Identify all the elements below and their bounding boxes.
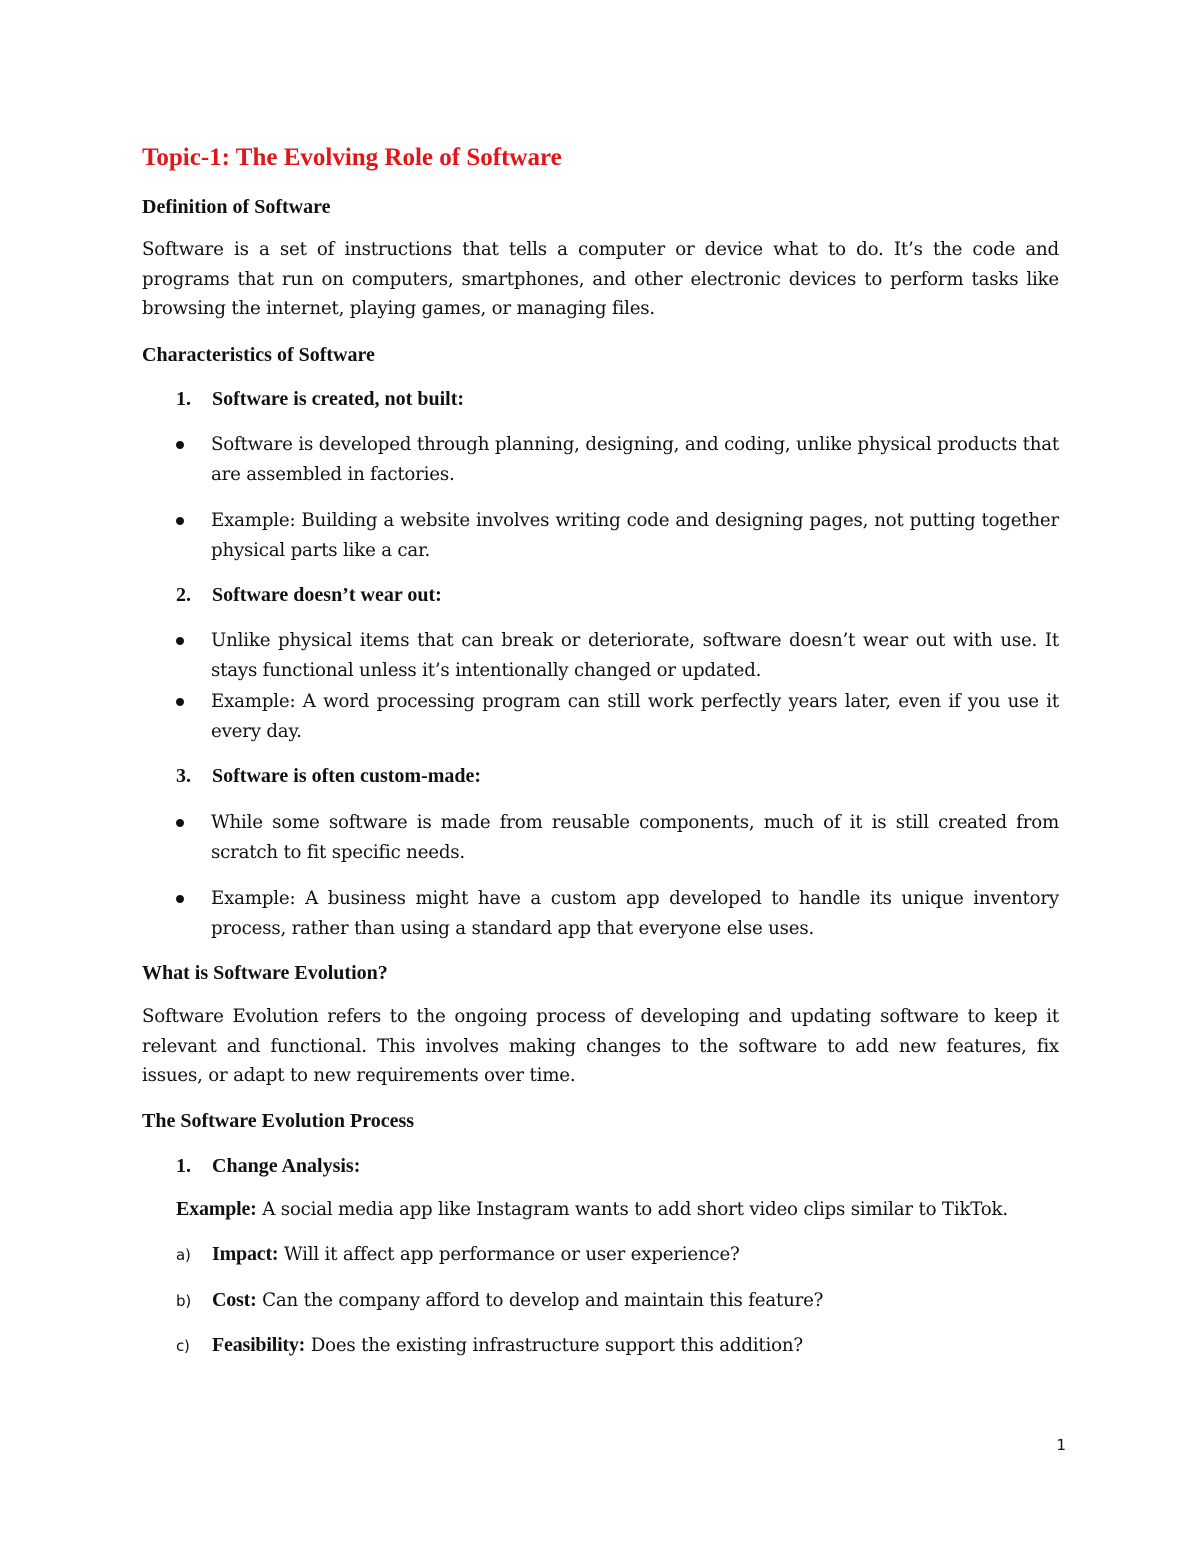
process-step-1 xyxy=(176,1152,1056,1180)
sub-text: Can the company afford to develop and maintain this feature? xyxy=(256,1290,824,1311)
bullet-icon xyxy=(176,819,184,827)
example-text: A social media app like Instagram wants to add short video clips similar to TikTok. xyxy=(256,1199,1008,1220)
bullet-text: Example: Building a website involves writing code and designing pages, not putting together physical parts like a car. xyxy=(211,510,1059,561)
bullet-icon xyxy=(176,517,184,525)
process-heading: The Software Evolution Process xyxy=(142,1110,415,1132)
page-number: 1 xyxy=(1056,1436,1066,1454)
definition-paragraph: Software is a set of instructions that tells a computer or device what to do. It’s the code and programs that run on computers, smartphones, and other electronic devices to perform tasks like browsing the internet, playing games, or managing files. xyxy=(142,239,1059,319)
sub-label: Cost: xyxy=(212,1289,257,1311)
process-example xyxy=(176,1195,1076,1225)
characteristic-item-3 xyxy=(176,762,1056,790)
bullet-text: Example: A word processing program can still work perfectly years later, even if you use it every day. xyxy=(211,691,1059,742)
bullet-icon xyxy=(176,441,184,449)
sub-letter: a) xyxy=(176,1246,191,1264)
bullet-text: Software is developed through planning, designing, and coding, unlike physical products that are assembled in factories. xyxy=(211,434,1059,485)
sub-letter: b) xyxy=(176,1292,191,1310)
sub-item-impact xyxy=(176,1240,1056,1271)
item-title: Software is often custom-made: xyxy=(212,765,482,787)
bullet-icon xyxy=(176,698,184,706)
item-title: Software doesn’t wear out: xyxy=(212,584,442,606)
sub-label: Feasibility: xyxy=(212,1334,306,1356)
characteristic-item-2 xyxy=(176,581,1056,609)
evolution-heading: What is Software Evolution? xyxy=(142,962,388,984)
step-title: Change Analysis: xyxy=(212,1155,361,1177)
item-title: Software is created, not built: xyxy=(212,388,465,410)
characteristics-heading: Characteristics of Software xyxy=(142,344,375,366)
bullet-text: Unlike physical items that can break or deteriorate, software doesn’t wear out with use. It stays functional unless it’s intentionally changed or updated. xyxy=(211,630,1059,681)
definition-heading: Definition of Software xyxy=(142,196,331,218)
sub-text: Will it affect app performance or user experience? xyxy=(278,1244,740,1265)
sub-item-cost xyxy=(176,1286,1056,1317)
bullet-text: While some software is made from reusable components, much of it is still created from scratch to fit specific needs. xyxy=(211,812,1059,863)
example-label: Example: xyxy=(176,1198,257,1220)
sub-text: Does the existing infrastructure support this addition? xyxy=(305,1335,803,1356)
bullet-icon xyxy=(176,895,184,903)
page-title: Topic-1: The Evolving Role of Software xyxy=(142,144,562,171)
item-number: 3. xyxy=(176,765,191,787)
sub-label: Impact: xyxy=(212,1243,279,1265)
sub-letter: c) xyxy=(176,1337,190,1355)
step-number: 1. xyxy=(176,1155,191,1177)
characteristic-item-1 xyxy=(176,385,1056,413)
sub-item-feasibility xyxy=(176,1331,1056,1362)
item-number: 2. xyxy=(176,584,191,606)
evolution-paragraph: Software Evolution refers to the ongoing process of developing and updating software to keep it relevant and functional. This involves making changes to the software to add new features, fix issues, or adapt to new requirements over time. xyxy=(142,1006,1059,1086)
bullet-icon xyxy=(176,637,184,645)
bullet-text: Example: A business might have a custom app developed to handle its unique inventory process, rather than using a standard app that everyone else uses. xyxy=(211,888,1059,939)
item-number: 1. xyxy=(176,388,191,410)
